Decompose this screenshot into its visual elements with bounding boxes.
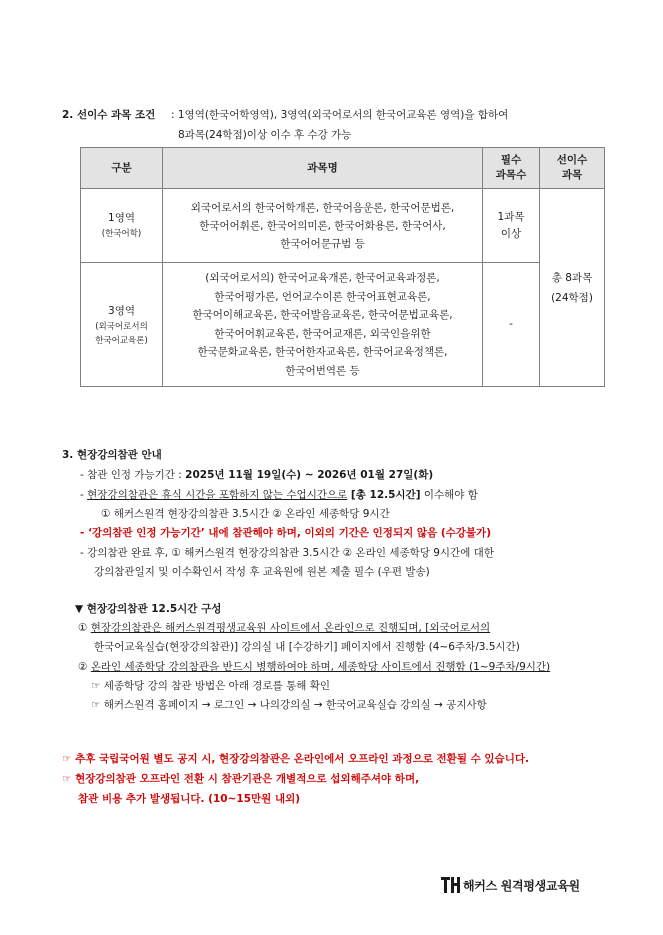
hours-detail: ① 해커스원격 현장강의참관 3.5시간 ② 온라인 세종학당 9시간 — [101, 508, 390, 520]
composition-item1-line2: 한국어교육실습(현장강의참관)] 강의실 내 [수강하기] 페이지에서 진행함 (4~6주차/3.5시간) — [94, 641, 520, 653]
area1-required: 1과목 이상 — [483, 189, 540, 263]
completion-line1: - 강의참관 완료 후, ① 해커스원격 현장강의참관 3.5시간 ② 온라인 세종학당 9시간에 대한 — [80, 547, 494, 559]
area1-subjects: 외국어로서의 한국어학개론, 한국어음운론, 한국어문법론, 한국어어휘론, 한국어의미론, 한국어화용론, 한국어사, 한국어어문규범 등 — [163, 189, 483, 263]
total-prerequisite: 총 8과목 (24학점) — [540, 189, 605, 387]
hackers-logo-icon — [441, 877, 462, 893]
composition-note2: ☞ 해커스원격 홈페이지 → 로그인 → 나의강의실 → 한국어교육실습 강의실 → 공지사항 — [91, 699, 487, 711]
header-prerequisite: 선이수 과목 — [540, 148, 605, 189]
period-warning: - ‘강의참관 인정 가능기간’ 내에 참관해야 하며, 이외의 기간은 인정되지 않음 (수강불가) — [80, 527, 491, 539]
area3-required: - — [483, 263, 540, 387]
header-subjects: 과목명 — [163, 148, 483, 189]
section3-heading: 3. 현장강의참관 안내 — [62, 449, 162, 461]
notice-cost: 참관 비용 추가 발생됩니다. (10~15만원 내외) — [78, 793, 301, 805]
prerequisite-table — [80, 147, 605, 387]
completion-line2: 강의참관일지 및 이수확인서 작성 후 교육원에 원본 제출 필수 (우편 발송) — [94, 566, 430, 578]
header-required: 필수 과목수 — [483, 148, 540, 189]
section2-condition-line2: 8과목(24학점)이상 이수 후 수강 가능 — [178, 129, 352, 141]
composition-item1: ① 현장강의참관은 해커스원격평생교육원 사이트에서 온라인으로 진행되며, [외국어로서의 — [78, 622, 491, 634]
area1-cell: 1영역 (한국어학) — [81, 189, 163, 263]
brand-name: 해커스 원격평생교육원 — [463, 879, 580, 893]
area3-subjects: (외국어로서의) 한국어교육개론, 한국어교육과정론, 한국어평가론, 언어교수이론 한국어표현교육론, 한국어이해교육론, 한국어발음교육론, 한국어문법교육론, 한국어어휘교육론, 한국어교재론, 외국인을위한 한국문화교육론, 한국어한자교육론, 한국어교육정책론, 한국어번역론 등 — [163, 263, 483, 387]
table-row — [81, 263, 605, 387]
composition-note1: ☞ 세종학당 강의 참관 방법은 아래 경로를 통해 확인 — [91, 680, 330, 692]
notice-offline-switch: ☞ 추후 국립국어원 별도 공지 시, 현장강의참관은 온라인에서 오프라인 과정으로 전환될 수 있습니다. — [62, 753, 529, 765]
composition-heading: ▼ 현장강의참관 12.5시간 구성 — [75, 603, 222, 615]
section2-heading: 2. 선이수 과목 조건 — [62, 109, 156, 121]
hours-line: - 현장강의참관은 휴식 시간을 포함하지 않는 수업시간으로 [총 12.5시간] 이수해야 함 — [80, 489, 478, 501]
composition-item2: ② 온라인 세종학당 강의참관을 반드시 병행하여야 하며, 세종학당 사이트에서 진행함 (1~9주차/9시간) — [78, 661, 551, 673]
table-header-row — [81, 148, 605, 189]
area3-cell: 3영역 (외국어로서의 한국어교육론) — [81, 263, 163, 387]
notice-institution: ☞ 현장강의참관 오프라인 전환 시 참관기관은 개별적으로 섭외해주셔야 하며, — [62, 773, 420, 785]
period-line: - 참관 인정 가능기간 : 2025년 11월 19일(수) ~ 2026년 01월 27일(화) — [80, 469, 434, 481]
header-category: 구분 — [81, 148, 163, 189]
section2-condition-line1: : 1영역(한국어학영역), 3영역(외국어로서의 한국어교육론 영역)을 합하여 — [171, 109, 509, 121]
table-row — [81, 189, 605, 263]
